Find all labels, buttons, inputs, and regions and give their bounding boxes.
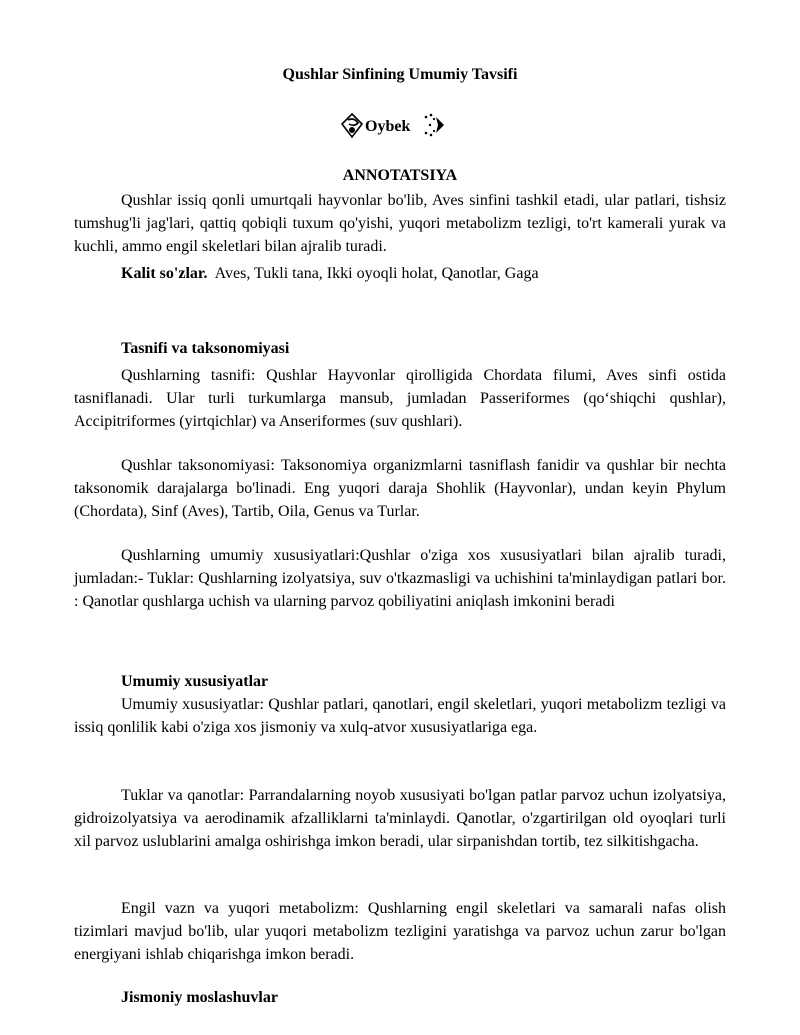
annotation-paragraph: Qushlar issiq qonli umurtqali hayvonlar bo'lib, Aves sinfini tashkil etadi, ular patlari, tishsiz tumshug'li jag'lari, qattiq qobiqli tuxum qo'yishi, yuqori metabolizm tezligi, to'rt kamerali yurak va kuchli, ammo engil skeletlari bilan ajralib turadi. — [74, 192, 726, 255]
paragraph-taxonomy: Qushlar taksonomiyasi: Taksonomiya organizmlarni tasniflash fanidir va qushlar bir nechta taksonomik darajalarga bo'linadi. Eng yuqori daraja Shohlik (Hayvonlar), undan keyin Phylum (Chordata), Sinf (Aves), Tartib, Oila, Genus va Turlar. — [74, 457, 726, 520]
logo-text: Oybek — [365, 118, 411, 135]
keywords-text: Aves, Tukli tana, Ikki oyoqli holat, Qanotlar, Gaga — [214, 265, 539, 282]
section-heading-general: Umumiy xususiyatlar — [121, 673, 269, 690]
document-title: Qushlar Sinfining Umumiy Tavsifi — [282, 66, 518, 83]
paragraph-feathers-wings: Tuklar va qanotlar: Parrandalarning noyob xususiyati bo'lgan patlar parvoz uchun izolyatsiya, gidroizolyatsiya va aerodinamik afzalliklarni ta'minlaydi. Qanotlar, o'zgartirilgan old oyoqlari turli xil parvoz uslublarini amalga oshirishga imkon beradi, ular sirpanishdan tortib, tez silkitishgacha. — [74, 787, 726, 850]
section-heading-physical-adaptations: Jismoniy moslashuvlar — [121, 989, 278, 1006]
paragraph-general-characteristics: Umumiy xususiyatlar: Qushlar patlari, qanotlari, engil skeletlari, yuqori metabolizm tezligi va issiq qonlilik kabi o'ziga xos jismoniy va xulq-atvor xususiyatlariga ega. — [74, 696, 726, 736]
keywords-label: Kalit so'zlar. — [121, 265, 208, 282]
annotation-heading: ANNOTATSIYA — [342, 167, 458, 184]
keywords-line — [74, 262, 726, 285]
oybek-logo — [340, 111, 450, 141]
paragraph-classification: Qushlarning tasnifi: Qushlar Hayvonlar qirolligida Chordata filumi, Aves sinfi ostida tasniflanadi. Ular turli turkumlarga mansub, jumladan Passeriformes (qo‘shiqchi qushlar), Accipitriformes (yirtqichlar) va Anseriformes (suv qushlari). — [74, 367, 726, 430]
paragraph-general-features: Qushlarning umumiy xususiyatlari:Qushlar o'ziga xos xususiyatlari bilan ajralib turadi, jumladan:- Tuklar: Qushlarning izolyatsiya, suv o'tkazmasligi va uchishini ta'minlaydigan patlari bor. : Qanotlar qushlarga uchish va ularning parvoz qobiliyatini aniqlash imkonini beradi — [74, 547, 726, 610]
paragraph-light-weight-metabolism: Engil vazn va yuqori metabolizm: Qushlarning engil skeletlari va samarali nafas olish tizimlari mavjud bo'lib, ular yuqori metabolizm tezligini yaratishga va parvoz uchun zarur bo'lgan energiyani ishlab chiqarishga imkon beradi. — [74, 900, 726, 963]
section-heading-classification: Tasnifi va taksonomiyasi — [121, 340, 290, 357]
